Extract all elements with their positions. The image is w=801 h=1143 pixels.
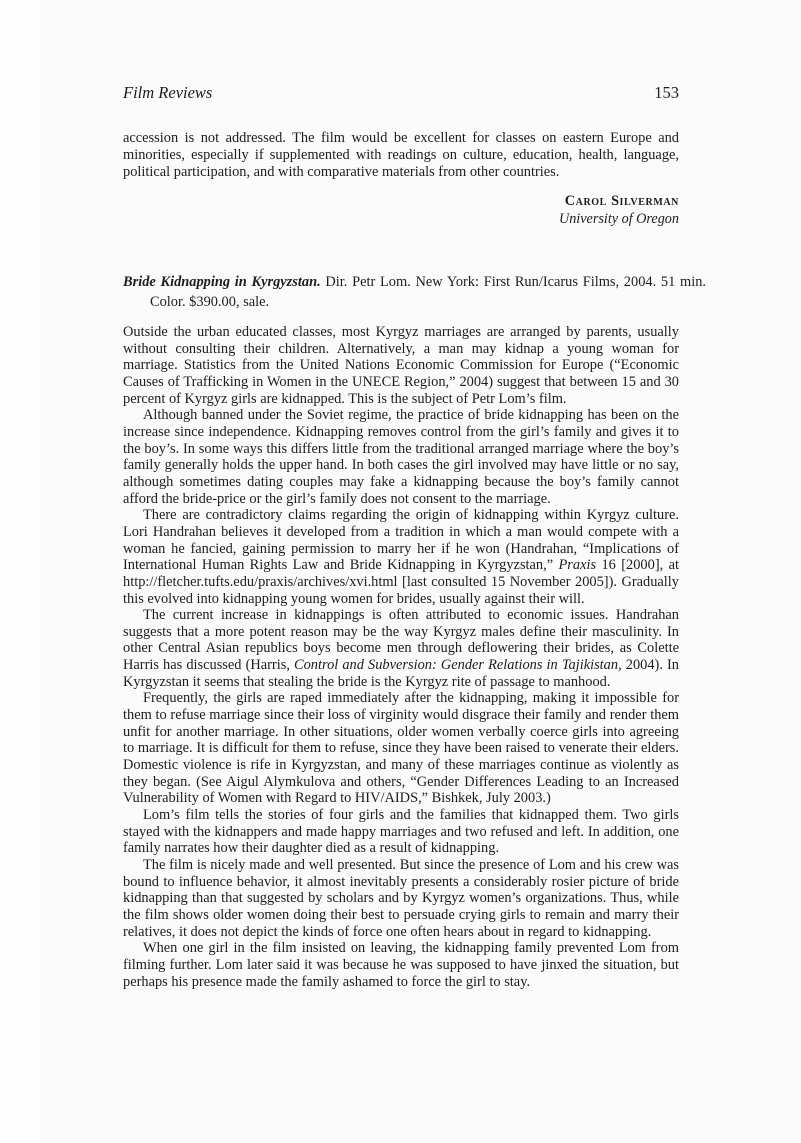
review-body [123, 324, 679, 990]
text-segment: The film is nicely made and well presented. But since the presence of Lom and his crew was bound to influence behavior, it almost inevitably presents a considerably rosier picture of bride kidnapping than that suggested by scholars and by Kyrgyz women’s organizations. Thus, while the film shows older women doing their best to persuade crying girls to remain and marry their relatives, it does not depict the kinds of force one often hears about in regard to kidnapping. [123, 857, 679, 940]
text-segment: Control and Subversion: Gender Relations in Tajikistan [294, 657, 619, 674]
review-paragraph [123, 690, 679, 807]
reviewer-signature [123, 193, 679, 228]
running-head-title: Film Reviews [123, 83, 213, 102]
text-segment: Frequently, the girls are raped immediately after the kidnapping, making it impossible for them to refuse marriage since their loss of virginity would disgrace their family and render them unfit for another marriage. In other situations, older women verbally coerce girls into agreeing to marriage. It is difficult for them to refuse, since they have been raised to venerate their elders. Domestic violence is rife in Kyrgyzstan, and many of these marriages continue as violently as they began. (See Aigul Alymkulova and others, “Gender Differences Leading to an Increased Vulnerability of Women with Regard to HIV/AIDS,” Bishkek, July 2003.) [123, 690, 679, 807]
text-segment: When one girl in the film insisted on leaving, the kidnapping family prevented Lom from filming further. Lom later said it was because he was supposed to have jinxed the situation, but perhaps his presence made the family ashamed to force the girl to stay. [123, 940, 679, 990]
text-segment: Lom’s film tells the stories of four girls and the families that kidnapped them. Two girls stayed with the kidnappers and made happy marriages and two refused and left. In addition, one family narrates how their daughter died as a result of kidnapping. [123, 807, 679, 857]
review-paragraph [123, 507, 679, 607]
text-segment: Praxis [558, 557, 597, 574]
reviewer-name: Carol Silverman [564, 193, 679, 209]
text-segment: , 2004). In Kyrgyzstan it seems that stealing the bride is the Kyrgyz rite of passage to manhood. [123, 657, 680, 690]
previous-review-conclusion: accession is not addressed. The film would be excellent for classes on eastern Europe and minorities, especially if supplemented with readings on culture, education, health, language, political participation, and with comparative materials from other countries. [123, 130, 679, 181]
text-segment: Dir. Petr Lom. New York: First Run/Icarus Films, 2004. 51 min. Color. $390.00, sale. [150, 274, 706, 310]
text-segment: Bride Kidnapping in Kyrgyzstan. [123, 274, 321, 290]
text-segment: There are contradictory claims regarding the origin of kidnapping within Kyrgyz culture. Lori Handrahan believes it developed from a tradition in which a man would compete with a woman he fancied, gaining permission to marry her if he won (Handrahan, “Implications of International Human Rights Law and Bride Kidnapping in Kyrgyzstan,” [123, 507, 679, 574]
reviewer-affiliation: University of Oregon [558, 210, 679, 227]
review-paragraph [123, 857, 679, 940]
text-segment: Although banned under the Soviet regime, the practice of bride kidnapping has been on the increase since independence. Kidnapping removes control from the girl’s family and gives it to the boy’s. In some ways this differs little from the traditional arranged marriage where the boy’s family generally holds the upper hand. In both cases the girl involved may have little or no say, although sometimes dating couples may fake a kidnapping because the boy’s family cannot afford the bride-price or the girl’s family does not consent to the marriage. [123, 407, 679, 507]
page-number: 153 [654, 83, 679, 102]
review-paragraph [123, 940, 679, 990]
review-paragraph [123, 324, 679, 407]
review-paragraph [123, 407, 679, 507]
review-paragraph [123, 807, 679, 857]
text-segment: Outside the urban educated classes, most Kyrgyz marriages are arranged by parents, usually without consulting their children. Alternatively, a man may kidnap a young woman for marriage. Statistics from the United Nations Economic Commission for Europe (“Economic Causes of Trafficking in Women in the UNECE Region,” 2004) suggest that between 15 and 30 percent of Kyrgyz girls are kidnapped. This is the subject of Petr Lom’s film. [123, 324, 679, 407]
review-paragraph [123, 607, 679, 690]
text-segment: The current increase in kidnappings is often attributed to economic issues. Handrahan suggests that a more potent reason may be the way Kyrgyz males define their masculinity. In other Central Asian republics boys become men through deflowering their brides, as Colette Harris has discussed (Harris, [123, 607, 679, 674]
film-citation [123, 272, 706, 312]
text-segment: 16 [2000], at http://fletcher.tufts.edu/praxis/archives/xvi.html [last consulted 15 November 2005]). Gradually this evolved into kidnapping young women for brides, usually against their will. [123, 557, 679, 607]
running-head [123, 83, 679, 103]
